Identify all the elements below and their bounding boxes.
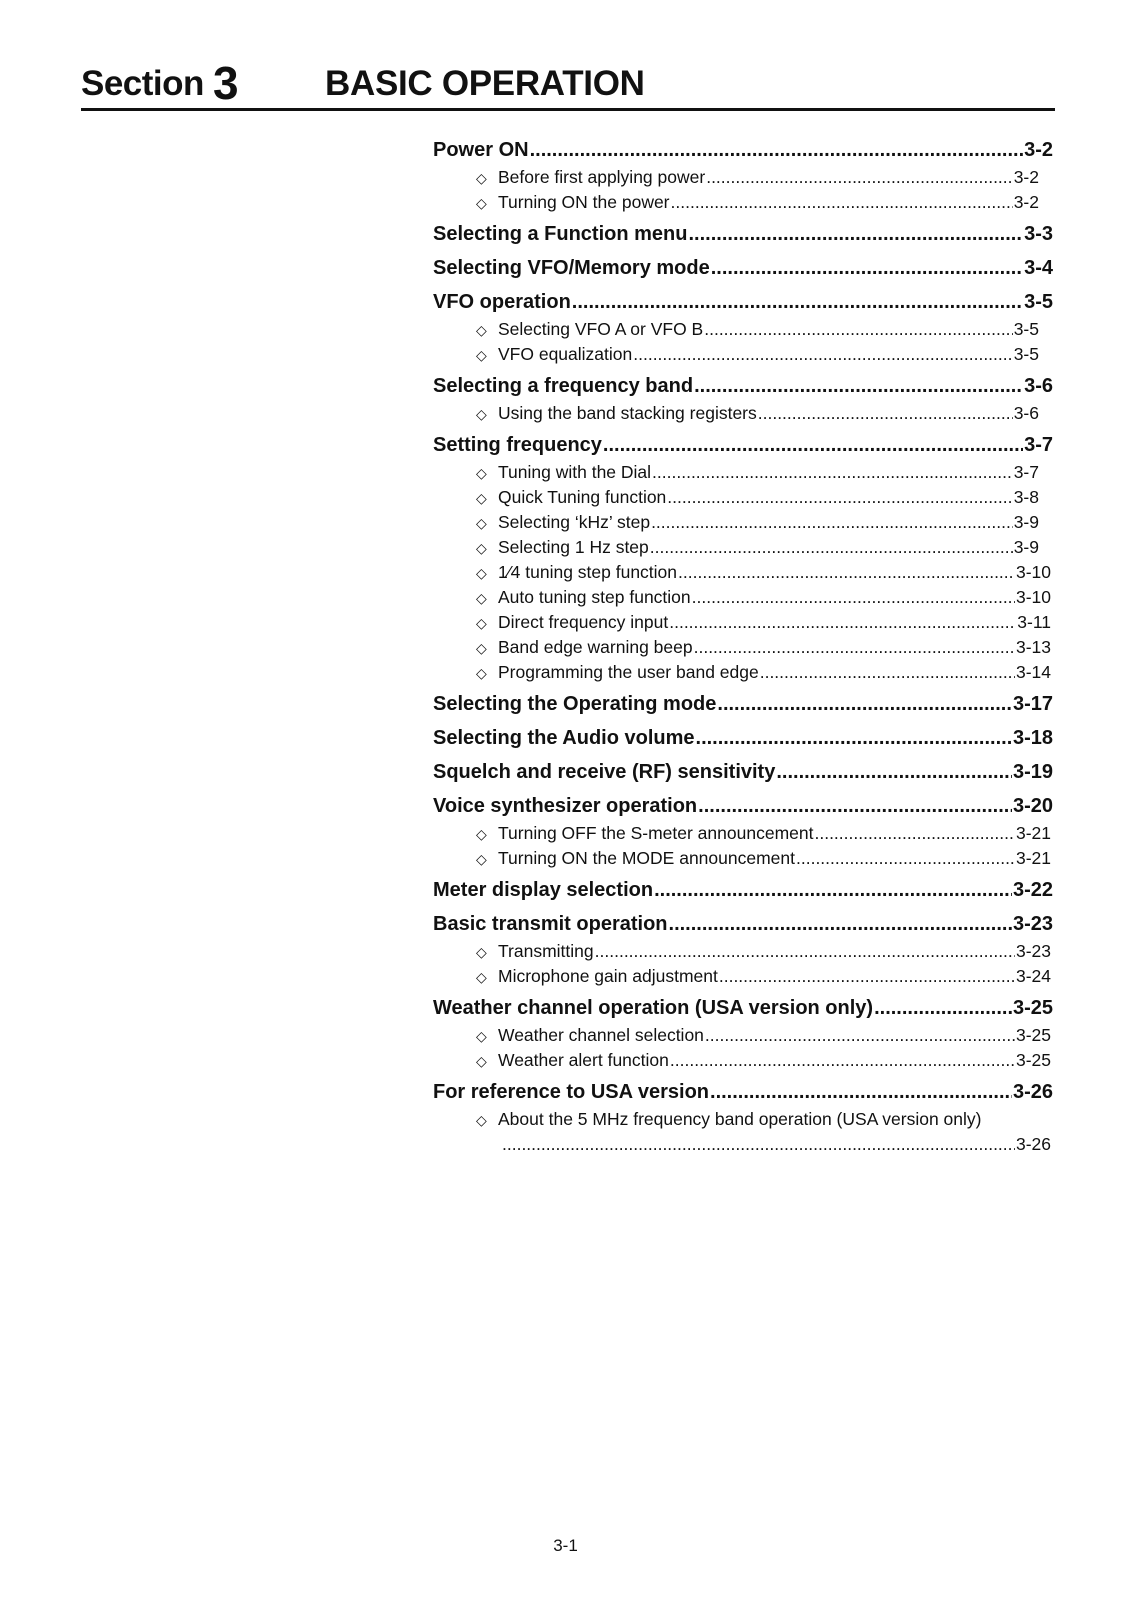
table-of-contents xyxy=(433,131,1053,1157)
toc-subentry-page: 3-14 xyxy=(1015,662,1051,682)
diamond-bullet-icon: ◇ xyxy=(476,540,487,556)
dot-leader xyxy=(633,342,1012,367)
toc-entry-label: Selecting VFO/Memory mode xyxy=(433,257,710,279)
toc-entry-label: Power ON xyxy=(433,139,529,161)
toc-subentry-page: 3-5 xyxy=(1013,319,1039,339)
toc-entry-page: 3-17 xyxy=(1012,693,1053,715)
dot-leader xyxy=(717,689,1012,719)
dot-leader xyxy=(694,371,1023,401)
toc-subentry-continuation xyxy=(433,1132,1051,1157)
dot-leader xyxy=(502,1132,1015,1157)
toc-entry[interactable] xyxy=(433,135,1053,165)
toc-subentry[interactable] xyxy=(433,939,1051,964)
toc-entry-page: 3-3 xyxy=(1024,223,1053,245)
toc-subentry[interactable] xyxy=(433,585,1051,610)
toc-subentry-label: Microphone gain adjustment xyxy=(498,966,718,986)
toc-subentry-label: About the 5 MHz frequency band operation (USA version only) xyxy=(498,1109,982,1129)
toc-subentry[interactable] xyxy=(433,1023,1051,1048)
toc-entry-page: 3-6 xyxy=(1024,375,1053,397)
toc-subentry-label: Turning ON the MODE announcement xyxy=(498,848,795,868)
toc-entry-page: 3-25 xyxy=(1012,997,1053,1019)
toc-subentry[interactable] xyxy=(433,1048,1051,1073)
toc-subentry-label: Selecting 1 Hz step xyxy=(498,537,649,557)
diamond-bullet-icon: ◇ xyxy=(476,851,487,867)
dot-leader xyxy=(696,723,1012,753)
dot-leader xyxy=(694,635,1015,660)
toc-subentry[interactable] xyxy=(433,401,1039,426)
toc-entry-label: Squelch and receive (RF) sensitivity xyxy=(433,761,776,783)
toc-subentry-label: Direct frequency input xyxy=(498,612,669,632)
toc-entry[interactable] xyxy=(433,993,1053,1023)
dot-leader xyxy=(705,1023,1015,1048)
toc-subentry-page: 3-21 xyxy=(1015,823,1051,843)
diamond-bullet-icon: ◇ xyxy=(476,615,487,631)
toc-subentry-page: 3-11 xyxy=(1017,612,1051,632)
toc-subentry-page: 3-21 xyxy=(1015,848,1051,868)
toc-subentry-label: Quick Tuning function xyxy=(498,487,667,507)
toc-entry-page: 3-7 xyxy=(1024,434,1053,456)
toc-subentry[interactable] xyxy=(433,190,1039,215)
toc-subentry[interactable] xyxy=(433,510,1039,535)
toc-entry[interactable] xyxy=(433,757,1053,787)
toc-entry[interactable] xyxy=(433,791,1053,821)
dot-leader xyxy=(572,287,1023,317)
diamond-bullet-icon: ◇ xyxy=(476,170,487,186)
toc-subentry-label: Programming the user band edge xyxy=(498,662,759,682)
toc-subentry-label: Weather alert function xyxy=(498,1050,669,1070)
dot-leader xyxy=(530,135,1024,165)
toc-entry[interactable] xyxy=(433,689,1053,719)
toc-entry-label: For reference to USA version xyxy=(433,1081,710,1103)
diamond-bullet-icon: ◇ xyxy=(476,969,487,985)
toc-entry-label: VFO operation xyxy=(433,291,571,313)
diamond-bullet-icon: ◇ xyxy=(476,640,487,656)
toc-subentry-label: Turning OFF the S-meter announcement xyxy=(498,823,814,843)
toc-subentry-label: Transmitting xyxy=(498,941,594,961)
toc-subentry-label: Weather channel selection xyxy=(498,1025,704,1045)
dot-leader xyxy=(595,939,1015,964)
toc-subentry-page: 3-6 xyxy=(1013,403,1039,423)
toc-entry-label: Selecting the Audio volume xyxy=(433,727,695,749)
toc-subentry-page: 3-25 xyxy=(1015,1025,1051,1045)
dot-leader xyxy=(710,1077,1012,1107)
toc-subentry-label: VFO equalization xyxy=(498,344,633,364)
dot-leader xyxy=(814,821,1014,846)
diamond-bullet-icon: ◇ xyxy=(476,1028,487,1044)
toc-entry[interactable] xyxy=(433,287,1053,317)
diamond-bullet-icon: ◇ xyxy=(476,826,487,842)
section-number: 3 xyxy=(213,57,239,109)
diamond-bullet-icon: ◇ xyxy=(476,590,487,606)
toc-subentry[interactable] xyxy=(433,821,1051,846)
toc-subentry[interactable] xyxy=(433,660,1051,685)
toc-entry[interactable] xyxy=(433,371,1053,401)
diamond-bullet-icon: ◇ xyxy=(476,565,487,581)
dot-leader xyxy=(760,660,1015,685)
dot-leader xyxy=(650,535,1013,560)
toc-subentry-page: 3-10 xyxy=(1015,587,1051,607)
toc-subentry-label: Turning ON the power xyxy=(498,192,670,212)
toc-entry[interactable] xyxy=(433,430,1053,460)
toc-subentry-page: 3-25 xyxy=(1015,1050,1051,1070)
toc-entry-page: 3-26 xyxy=(1012,1081,1053,1103)
dot-leader xyxy=(652,460,1013,485)
toc-entry[interactable] xyxy=(433,253,1053,283)
toc-subentry-label: Band edge warning beep xyxy=(498,637,693,657)
toc-subentry-page: 3-5 xyxy=(1013,344,1039,364)
toc-subentry-page: 3-23 xyxy=(1015,941,1051,961)
diamond-bullet-icon: ◇ xyxy=(476,322,487,338)
toc-subentry[interactable] xyxy=(433,535,1039,560)
toc-subentry-label: Selecting ‘kHz’ step xyxy=(498,512,651,532)
dot-leader xyxy=(669,610,1016,635)
dot-leader xyxy=(698,791,1012,821)
toc-entry[interactable] xyxy=(433,875,1053,905)
toc-entry[interactable] xyxy=(433,1077,1053,1107)
toc-subentry[interactable] xyxy=(433,560,1051,585)
dot-leader xyxy=(706,165,1013,190)
toc-subentry[interactable] xyxy=(433,485,1039,510)
dot-leader xyxy=(667,485,1012,510)
dot-leader xyxy=(711,253,1023,283)
toc-subentry-label: Selecting VFO A or VFO B xyxy=(498,319,704,339)
dot-leader xyxy=(654,875,1012,905)
toc-subentry-page: 3-9 xyxy=(1013,512,1039,532)
toc-subentry[interactable] xyxy=(433,1107,1051,1132)
toc-entry-label: Meter display selection xyxy=(433,879,654,901)
toc-entry[interactable] xyxy=(433,909,1053,939)
dot-leader xyxy=(874,993,1012,1023)
toc-entry[interactable] xyxy=(433,219,1053,249)
dot-leader xyxy=(651,510,1013,535)
toc-entry-page: 3-5 xyxy=(1024,291,1053,313)
toc-entry-page: 3-20 xyxy=(1012,795,1053,817)
diamond-bullet-icon: ◇ xyxy=(476,665,487,681)
toc-subentry[interactable] xyxy=(433,317,1039,342)
toc-subentry[interactable] xyxy=(433,610,1051,635)
toc-subentry-page: 3-2 xyxy=(1013,167,1039,187)
diamond-bullet-icon: ◇ xyxy=(476,465,487,481)
dot-leader xyxy=(719,964,1015,989)
toc-subentry-label: 1⁄4 tuning step function xyxy=(498,562,678,582)
toc-subentry-page: 3-24 xyxy=(1015,966,1051,986)
diamond-bullet-icon: ◇ xyxy=(476,490,487,506)
diamond-bullet-icon: ◇ xyxy=(476,944,487,960)
diamond-bullet-icon: ◇ xyxy=(476,515,487,531)
toc-entry-page: 3-19 xyxy=(1012,761,1053,783)
toc-subentry-page: 3-7 xyxy=(1013,462,1039,482)
dot-leader xyxy=(688,219,1023,249)
toc-entry-label: Basic transmit operation xyxy=(433,913,668,935)
page-number: 3-1 xyxy=(553,1536,578,1555)
dot-leader xyxy=(678,560,1015,585)
toc-subentry[interactable] xyxy=(433,165,1039,190)
toc-subentry[interactable] xyxy=(433,342,1039,367)
dot-leader xyxy=(603,430,1023,460)
toc-entry-label: Selecting a Function menu xyxy=(433,223,688,245)
toc-entry-label: Voice synthesizer operation xyxy=(433,795,698,817)
toc-subentry-label: Using the band stacking registers xyxy=(498,403,757,423)
toc-entry[interactable] xyxy=(433,723,1053,753)
dot-leader xyxy=(704,317,1012,342)
toc-subentry[interactable] xyxy=(433,964,1051,989)
toc-entry-page: 3-2 xyxy=(1024,139,1053,161)
diamond-bullet-icon: ◇ xyxy=(476,1112,487,1128)
toc-subentry-label: Auto tuning step function xyxy=(498,587,691,607)
dot-leader xyxy=(669,909,1012,939)
page-title: BASIC OPERATION xyxy=(325,64,645,103)
dot-leader xyxy=(758,401,1013,426)
dot-leader xyxy=(670,1048,1015,1073)
toc-subentry-page: 3-13 xyxy=(1015,637,1051,657)
toc-entry-label: Setting frequency xyxy=(433,434,602,456)
section-label: Section xyxy=(81,64,204,103)
toc-subentry-page: 3-8 xyxy=(1013,487,1039,507)
section-header xyxy=(81,58,1055,111)
diamond-bullet-icon: ◇ xyxy=(476,195,487,211)
toc-entry-label: Selecting the Operating mode xyxy=(433,693,717,715)
toc-subentry[interactable] xyxy=(433,460,1039,485)
dot-leader xyxy=(692,585,1015,610)
diamond-bullet-icon: ◇ xyxy=(476,406,487,422)
diamond-bullet-icon: ◇ xyxy=(476,1053,487,1069)
dot-leader xyxy=(671,190,1013,215)
dot-leader xyxy=(776,757,1012,787)
toc-subentry-label: Tuning with the Dial xyxy=(498,462,652,482)
dot-leader xyxy=(796,846,1015,871)
toc-entry-page: 3-22 xyxy=(1012,879,1053,901)
toc-entry-label: Selecting a frequency band xyxy=(433,375,694,397)
toc-entry-label: Weather channel operation (USA version only) xyxy=(433,997,874,1019)
toc-subentry-page: 3-9 xyxy=(1013,537,1039,557)
toc-subentry-page: 3-10 xyxy=(1015,562,1051,582)
toc-subentry[interactable] xyxy=(433,846,1051,871)
toc-subentry-page: 3-2 xyxy=(1013,192,1039,212)
toc-entry-page: 3-4 xyxy=(1024,257,1053,279)
toc-entry-page: 3-18 xyxy=(1012,727,1053,749)
toc-subentry[interactable] xyxy=(433,635,1051,660)
toc-subentry-label: Before first applying power xyxy=(498,167,706,187)
diamond-bullet-icon: ◇ xyxy=(476,347,487,363)
toc-entry-page: 3-23 xyxy=(1012,913,1053,935)
toc-subentry-page: 3-26 xyxy=(1015,1134,1051,1154)
